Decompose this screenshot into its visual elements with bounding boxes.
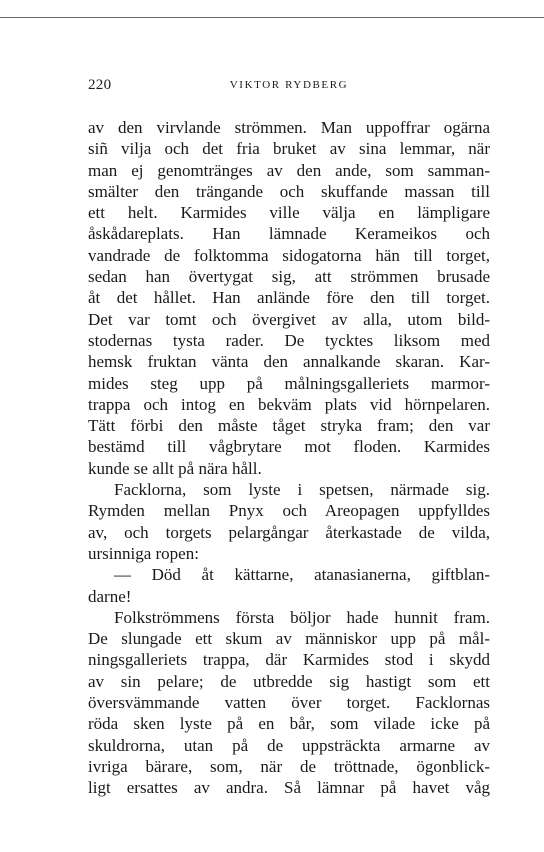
text-line: Facklorna, som lyste i spetsen, närmade sig. xyxy=(114,480,490,500)
text-line: av sin pelare; de utbredde sig hastigt som ett xyxy=(88,671,490,691)
text-line: Tätt förbi den måste tåget stryka fram; den var xyxy=(88,416,490,436)
text-line: trappa och intog en bekväm plats vid hörnpelaren. xyxy=(88,394,490,414)
text-line: Det var tomt och övergivet av alla, utom bild- xyxy=(88,309,490,329)
text-line: åt det hållet. Han anlände före den till torget. xyxy=(88,288,490,308)
text-line: mides steg upp på målningsgalleriets marmor- xyxy=(88,373,490,393)
text-line: darne! xyxy=(88,586,132,606)
text-line: — Död åt kättarne, atanasianerna, giftblan- xyxy=(114,565,490,585)
text-line: av den virvlande strömmen. Man uppoffrar ogärna xyxy=(88,118,490,137)
page-number: 220 xyxy=(88,77,112,93)
text-line: av, och torgets pelargångar återkastade de vilda, xyxy=(88,522,490,542)
text-line: siñ vilja och det fria bruket av sina lemmar, när xyxy=(88,139,490,159)
text-line: hemsk fruktan vänta den annalkande skaran. Kar- xyxy=(88,352,490,372)
text-line: ivriga bärare, som, när de tröttnade, ögonblick- xyxy=(88,756,490,776)
text-line: bestämd till vågbrytare mot floden. Karmides xyxy=(88,437,490,457)
text-line: skuldrorna, utan på de uppsträckta armarne av xyxy=(88,735,490,755)
text-line: översvämmande vatten över torget. Facklornas xyxy=(88,693,490,713)
text-line: man ej genomtränges av den ande, som samman- xyxy=(88,160,490,180)
text-line: smälter den trängande och skuffande massan till xyxy=(88,181,490,201)
text-line: åskådareplats. Han lämnade Kerameikos och xyxy=(88,224,490,244)
top-rule xyxy=(0,17,544,18)
text-line: ligt ersattes av andra. Så lämnar på havet våg xyxy=(88,778,490,798)
running-head: VIKTOR RYDBERG xyxy=(229,79,349,91)
body-text xyxy=(88,117,490,799)
page-header xyxy=(88,77,490,97)
text-line: kunde se allt på nära håll. xyxy=(88,458,262,478)
text-line: ursinniga ropen: xyxy=(88,543,199,563)
text-line: ningsgalleriets trappa, där Karmides stod i skydd xyxy=(88,650,490,670)
text-line: stodernas tysta rader. De tycktes liksom med xyxy=(88,330,490,350)
text-line: vandrade de folktomma sidogatorna hän till torget, xyxy=(88,245,490,265)
text-line: röda sken lyste på en bår, som vilade icke på xyxy=(88,714,490,734)
text-line: Rymden mellan Pnyx och Areopagen uppfylldes xyxy=(88,501,490,521)
text-line: sedan han övertygat sig, att strömmen brusade xyxy=(88,267,490,287)
text-line: Folkströmmens första böljor hade hunnit fram. xyxy=(114,607,490,627)
text-line: ett helt. Karmides ville välja en lämpligare xyxy=(88,203,490,223)
text-line: De slungade ett skum av människor upp på mål- xyxy=(88,629,490,649)
